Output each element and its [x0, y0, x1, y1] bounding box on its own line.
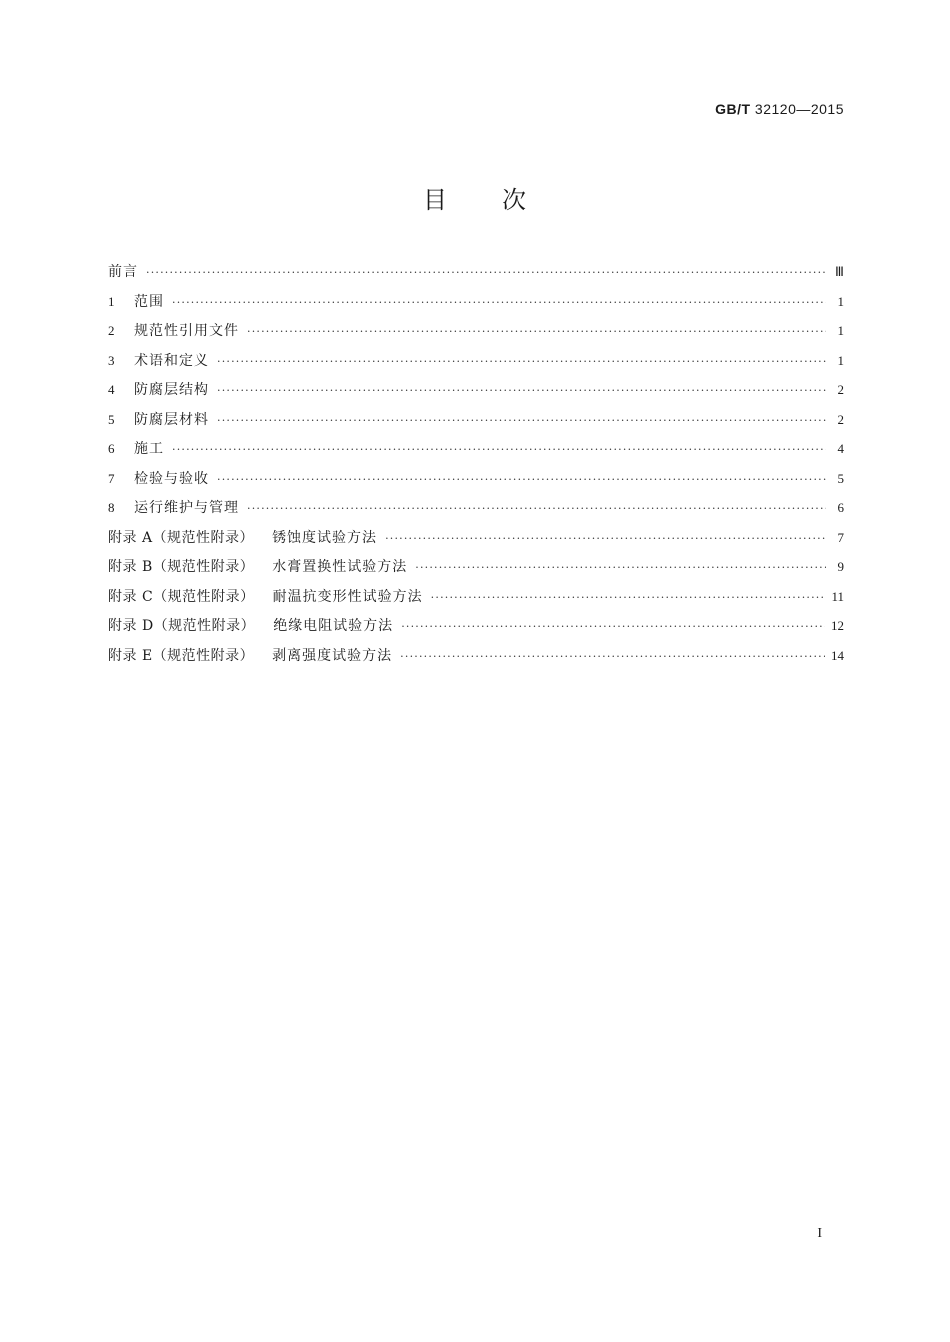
dot-leader	[217, 347, 826, 377]
toc-entry-number: 8	[108, 500, 115, 515]
dot-leader	[247, 317, 826, 347]
toc-entry-title: 施工	[134, 441, 164, 457]
dot-leader	[217, 465, 826, 495]
standard-number: 32120—2015	[754, 101, 844, 117]
toc-entry-number: 6	[108, 441, 115, 456]
toc-entry-page: 2	[837, 411, 844, 427]
toc-entry-title: 防腐层结构	[134, 382, 209, 398]
toc-entry-page: Ⅲ	[835, 264, 844, 279]
dot-leader	[217, 376, 826, 406]
toc-entry-page: 5	[837, 470, 844, 486]
toc-entry-page: 11	[831, 588, 844, 604]
dot-leader	[172, 288, 826, 318]
dot-leader	[401, 612, 825, 642]
toc-entry-title: 附录 C（规范性附录）	[108, 588, 255, 605]
toc-entry-page: 1	[837, 352, 844, 368]
dot-leader	[400, 642, 825, 672]
toc-entry[interactable]	[108, 611, 844, 641]
toc-entry-appendix-title: 剥离强度试验方法	[272, 647, 393, 664]
toc-entry-number: 1	[108, 293, 115, 309]
toc-entry-page: 2	[837, 382, 844, 397]
dot-leader	[217, 406, 826, 436]
toc-entry-page: 9	[837, 559, 844, 574]
toc-entry-number: 2	[108, 323, 115, 338]
toc-entry-number: 3	[108, 352, 115, 368]
toc-entry[interactable]	[108, 493, 844, 523]
standard-prefix: GB/T	[715, 101, 751, 117]
toc-entry-page: 1	[837, 293, 844, 309]
toc-entry-title: 附录 D（规范性附录）	[108, 618, 256, 634]
dot-leader	[385, 524, 826, 554]
title-char-1: 目	[423, 186, 448, 214]
toc-entry-number: 4	[108, 382, 115, 397]
toc-entry-title: 附录 A（规范性附录）	[108, 529, 255, 546]
title-char-2: 次	[502, 186, 527, 214]
toc-entry-title: 术语和定义	[134, 352, 209, 369]
toc-entry-title: 规范性引用文件	[134, 323, 239, 339]
dot-leader	[146, 258, 826, 288]
toc-entry-title: 运行维护与管理	[134, 500, 239, 516]
dot-leader	[172, 435, 826, 465]
page-title	[0, 180, 950, 215]
toc-entry[interactable]	[108, 346, 844, 376]
toc-entry[interactable]	[108, 434, 844, 464]
toc-entry[interactable]	[108, 375, 844, 405]
toc-entry[interactable]	[108, 287, 844, 317]
toc-entry[interactable]	[108, 582, 844, 612]
dot-leader	[431, 583, 826, 613]
dot-leader	[247, 494, 826, 524]
toc-entry[interactable]	[108, 552, 844, 582]
toc-entry-title: 附录 B（规范性附录）	[108, 559, 255, 575]
toc-entry[interactable]	[108, 464, 844, 494]
toc-entry-number: 7	[108, 470, 115, 486]
toc-entry[interactable]	[108, 641, 844, 671]
toc-entry-appendix-title: 锈蚀度试验方法	[272, 529, 378, 546]
toc-entry-appendix-title: 绝缘电阻试验方法	[273, 618, 394, 634]
toc-entry[interactable]	[108, 523, 844, 553]
toc-entry-number: 5	[108, 411, 115, 427]
toc-entry-appendix-title: 耐温抗变形性试验方法	[272, 588, 423, 605]
toc-entry-title: 防腐层材料	[134, 411, 209, 428]
toc-entry[interactable]	[108, 257, 844, 287]
toc-entry-page: 7	[837, 529, 844, 545]
toc-entry-page: 6	[837, 500, 844, 515]
toc-entry-title: 范围	[134, 293, 164, 310]
toc-entry-appendix-title: 水膏置换性试验方法	[272, 559, 408, 575]
toc-entry-page: 4	[837, 441, 844, 456]
toc-entry-page: 12	[831, 618, 844, 633]
page-number: I	[817, 1226, 822, 1241]
toc-entry-page: 14	[831, 647, 844, 663]
toc-entry-title: 附录 E（规范性附录）	[108, 647, 255, 664]
toc-entry[interactable]	[108, 316, 844, 346]
toc-entry[interactable]	[108, 405, 844, 435]
table-of-contents	[108, 257, 844, 670]
toc-entry-page: 1	[837, 323, 844, 338]
dot-leader	[415, 553, 826, 583]
standard-code	[715, 101, 844, 117]
toc-entry-title: 前言	[108, 264, 138, 280]
toc-entry-title: 检验与验收	[134, 470, 209, 487]
